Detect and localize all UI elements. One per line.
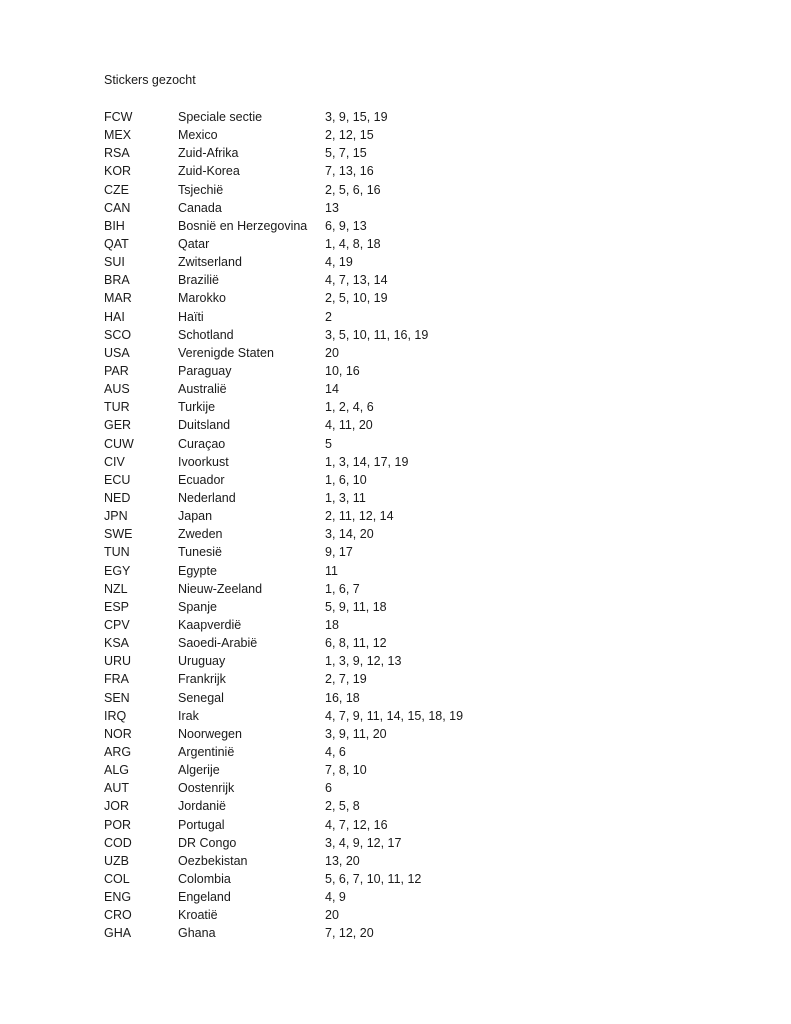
country-name: Tsjechië bbox=[178, 182, 224, 197]
sticker-numbers: 16, 18 bbox=[325, 690, 360, 705]
sticker-numbers: 10, 16 bbox=[325, 364, 360, 379]
list-item bbox=[104, 707, 704, 725]
country-code: GER bbox=[104, 418, 132, 433]
country-code: MAR bbox=[104, 291, 132, 306]
country-name: Saoedi-Arabië bbox=[178, 636, 258, 651]
sticker-numbers: 14 bbox=[325, 382, 339, 397]
list-item bbox=[104, 543, 704, 561]
sticker-numbers: 4, 9 bbox=[325, 890, 346, 905]
sticker-numbers: 9, 17 bbox=[325, 545, 353, 560]
country-name: Turkije bbox=[178, 400, 216, 415]
list-item bbox=[104, 507, 704, 525]
list-item bbox=[104, 253, 704, 271]
country-code: NZL bbox=[104, 581, 128, 596]
sticker-numbers: 1, 3, 14, 17, 19 bbox=[325, 454, 409, 469]
country-name: Spanje bbox=[178, 599, 217, 614]
country-name: Uruguay bbox=[178, 654, 226, 669]
country-code: NOR bbox=[104, 726, 132, 741]
sticker-numbers: 1, 4, 8, 18 bbox=[325, 237, 381, 252]
country-code: SCO bbox=[104, 327, 132, 342]
country-code: CIV bbox=[104, 454, 125, 469]
country-code: JOR bbox=[104, 799, 129, 814]
sticker-numbers: 2, 5, 10, 19 bbox=[325, 291, 388, 306]
country-name: Egypte bbox=[178, 563, 217, 578]
list-item bbox=[104, 235, 704, 253]
country-name: Senegal bbox=[178, 690, 224, 705]
country-name: Ghana bbox=[178, 926, 216, 941]
sticker-numbers: 2, 11, 12, 14 bbox=[325, 509, 394, 524]
country-name: Jordanië bbox=[178, 799, 226, 814]
country-code: SEN bbox=[104, 690, 130, 705]
list-item bbox=[104, 289, 704, 307]
sticker-numbers: 5, 6, 7, 10, 11, 12 bbox=[325, 871, 422, 886]
country-name: Duitsland bbox=[178, 418, 231, 433]
list-item bbox=[104, 398, 704, 416]
list-item bbox=[104, 144, 704, 162]
country-name: Kroatië bbox=[178, 908, 218, 923]
country-name: Verenigde Staten bbox=[178, 345, 274, 360]
list-item bbox=[104, 725, 704, 743]
list-item bbox=[104, 580, 704, 598]
country-code: AUT bbox=[104, 781, 129, 796]
sticker-numbers: 6, 9, 13 bbox=[325, 218, 367, 233]
country-code: KOR bbox=[104, 164, 132, 179]
list-item bbox=[104, 634, 704, 652]
list-item bbox=[104, 489, 704, 507]
list-item bbox=[104, 852, 704, 870]
country-code: GHA bbox=[104, 926, 132, 941]
sticker-numbers: 20 bbox=[325, 908, 339, 923]
sticker-numbers: 3, 14, 20 bbox=[325, 527, 374, 542]
sticker-numbers: 5, 7, 15 bbox=[325, 146, 367, 161]
sticker-numbers: 2, 5, 6, 16 bbox=[325, 182, 381, 197]
sticker-numbers: 2, 5, 8 bbox=[325, 799, 360, 814]
list-item bbox=[104, 815, 704, 833]
sticker-numbers: 4, 19 bbox=[325, 255, 353, 270]
list-item bbox=[104, 906, 704, 924]
sticker-numbers: 20 bbox=[325, 345, 339, 360]
country-name: Mexico bbox=[178, 128, 218, 143]
country-name: Bosnië en Herzegovina bbox=[178, 218, 308, 233]
country-code: EGY bbox=[104, 563, 131, 578]
country-name: Zweden bbox=[178, 527, 223, 542]
country-code: ECU bbox=[104, 472, 131, 487]
list-item bbox=[104, 181, 704, 199]
country-code: TUN bbox=[104, 545, 130, 560]
country-code: QAT bbox=[104, 237, 129, 252]
list-item bbox=[104, 199, 704, 217]
list-item bbox=[104, 435, 704, 453]
country-code: USA bbox=[104, 345, 130, 360]
sticker-numbers: 4, 7, 12, 16 bbox=[325, 817, 388, 832]
country-name: Zwitserland bbox=[178, 255, 242, 270]
country-name: Zuid-Afrika bbox=[178, 146, 239, 161]
sticker-numbers: 2 bbox=[325, 309, 332, 324]
sticker-numbers: 1, 3, 11 bbox=[325, 491, 366, 506]
list-item bbox=[104, 271, 704, 289]
sticker-numbers: 1, 6, 7 bbox=[325, 581, 360, 596]
country-name: Marokko bbox=[178, 291, 226, 306]
list-item bbox=[104, 525, 704, 543]
list-item bbox=[104, 217, 704, 235]
country-name: Frankrijk bbox=[178, 672, 226, 687]
country-name: Colombia bbox=[178, 871, 231, 886]
country-code: SWE bbox=[104, 527, 133, 542]
sticker-numbers: 13 bbox=[325, 200, 339, 215]
country-code: URU bbox=[104, 654, 132, 669]
list-item bbox=[104, 416, 704, 434]
country-code: AUS bbox=[104, 382, 130, 397]
country-code: UZB bbox=[104, 853, 129, 868]
country-code: CRO bbox=[104, 908, 132, 923]
sticker-numbers: 7, 13, 16 bbox=[325, 164, 374, 179]
list-item bbox=[104, 924, 704, 942]
sticker-numbers: 4, 7, 9, 11, 14, 15, 18, 19 bbox=[325, 708, 464, 723]
country-name: Tunesië bbox=[178, 545, 223, 560]
country-name: Ecuador bbox=[178, 472, 225, 487]
country-code: POR bbox=[104, 817, 132, 832]
list-item bbox=[104, 652, 704, 670]
sticker-numbers: 1, 2, 4, 6 bbox=[325, 400, 374, 415]
list-item bbox=[104, 598, 704, 616]
sticker-numbers: 7, 8, 10 bbox=[325, 763, 367, 778]
list-item bbox=[104, 670, 704, 688]
country-code: RSA bbox=[104, 146, 130, 161]
sticker-numbers: 4, 7, 13, 14 bbox=[325, 273, 388, 288]
sticker-numbers: 6 bbox=[325, 781, 332, 796]
list-item bbox=[104, 761, 704, 779]
list-item bbox=[104, 326, 704, 344]
country-name: Noorwegen bbox=[178, 726, 242, 741]
sticker-numbers: 3, 5, 10, 11, 16, 19 bbox=[325, 327, 429, 342]
list-item bbox=[104, 308, 704, 326]
country-name: Nieuw-Zeeland bbox=[178, 581, 263, 596]
list-item bbox=[104, 888, 704, 906]
country-code: MEX bbox=[104, 128, 132, 143]
country-name: Oezbekistan bbox=[178, 853, 248, 868]
sticker-numbers: 3, 9, 11, 20 bbox=[325, 726, 387, 741]
country-code: BRA bbox=[104, 273, 130, 288]
country-code: COD bbox=[104, 835, 132, 850]
list-item bbox=[104, 453, 704, 471]
country-code: CAN bbox=[104, 200, 131, 215]
country-name: Oostenrijk bbox=[178, 781, 235, 796]
list-item bbox=[104, 380, 704, 398]
country-name: Curaçao bbox=[178, 436, 226, 451]
country-name: Australië bbox=[178, 382, 227, 397]
country-name: Paraguay bbox=[178, 364, 232, 379]
country-code: NED bbox=[104, 491, 131, 506]
country-name: Schotland bbox=[178, 327, 234, 342]
country-code: ESP bbox=[104, 599, 130, 614]
country-code: CUW bbox=[104, 436, 134, 451]
sticker-numbers: 3, 4, 9, 12, 17 bbox=[325, 835, 402, 850]
country-code: IRQ bbox=[104, 708, 127, 723]
sticker-numbers: 5 bbox=[325, 436, 332, 451]
country-name: Japan bbox=[178, 509, 213, 524]
country-name: Argentinië bbox=[178, 744, 235, 759]
country-code: FCW bbox=[104, 110, 133, 125]
sticker-numbers: 6, 8, 11, 12 bbox=[325, 636, 387, 651]
sticker-numbers: 1, 6, 10 bbox=[325, 472, 367, 487]
list-item bbox=[104, 126, 704, 144]
sticker-numbers: 4, 11, 20 bbox=[325, 418, 373, 433]
country-name: Qatar bbox=[178, 237, 210, 252]
list-item bbox=[104, 362, 704, 380]
country-code: ENG bbox=[104, 890, 132, 905]
country-name: Brazilië bbox=[178, 273, 219, 288]
country-code: COL bbox=[104, 871, 130, 886]
country-name: Kaapverdië bbox=[178, 618, 242, 632]
country-name: Portugal bbox=[178, 817, 225, 832]
country-name: Algerije bbox=[178, 763, 220, 778]
list-item bbox=[104, 689, 704, 707]
list-item bbox=[104, 779, 704, 797]
list-item bbox=[104, 162, 704, 180]
sticker-numbers: 5, 9, 11, 18 bbox=[325, 599, 387, 614]
sticker-numbers: 4, 6 bbox=[325, 744, 346, 759]
country-code: HAI bbox=[104, 309, 125, 324]
list-item bbox=[104, 797, 704, 815]
country-code: ARG bbox=[104, 744, 132, 759]
document-title: Stickers gezocht bbox=[104, 73, 196, 87]
country-code: FRA bbox=[104, 672, 129, 687]
list-item bbox=[104, 108, 704, 126]
sticker-numbers: 2, 12, 15 bbox=[325, 128, 374, 143]
list-item bbox=[104, 834, 704, 852]
country-name: DR Congo bbox=[178, 835, 237, 850]
sticker-numbers: 18 bbox=[325, 618, 339, 632]
country-name: Irak bbox=[178, 708, 199, 723]
list-item bbox=[104, 870, 704, 888]
country-name: Canada bbox=[178, 200, 222, 215]
country-code: CZE bbox=[104, 182, 129, 197]
list-item bbox=[104, 743, 704, 761]
country-code: KSA bbox=[104, 636, 130, 651]
list-item bbox=[104, 562, 704, 580]
country-code: TUR bbox=[104, 400, 130, 415]
country-name: Ivoorkust bbox=[178, 454, 229, 469]
sticker-numbers: 3, 9, 15, 19 bbox=[325, 110, 388, 125]
sticker-numbers: 11 bbox=[325, 563, 338, 578]
country-name: Haïti bbox=[178, 309, 204, 324]
sticker-list bbox=[104, 108, 704, 942]
sticker-numbers: 7, 12, 20 bbox=[325, 926, 374, 941]
country-code: ALG bbox=[104, 763, 130, 778]
country-name: Engeland bbox=[178, 890, 231, 905]
list-item bbox=[104, 616, 704, 634]
country-name: Zuid-Korea bbox=[178, 164, 240, 179]
country-name: Speciale sectie bbox=[178, 110, 263, 125]
country-code: JPN bbox=[104, 509, 128, 524]
sticker-numbers: 2, 7, 19 bbox=[325, 672, 367, 687]
sticker-numbers: 1, 3, 9, 12, 13 bbox=[325, 654, 402, 669]
list-item bbox=[104, 471, 704, 489]
country-code: CPV bbox=[104, 618, 130, 632]
country-code: PAR bbox=[104, 364, 129, 379]
country-name: Nederland bbox=[178, 491, 236, 506]
list-item bbox=[104, 344, 704, 362]
sticker-numbers: 13, 20 bbox=[325, 853, 360, 868]
country-code: SUI bbox=[104, 255, 125, 270]
country-code: BIH bbox=[104, 218, 125, 233]
